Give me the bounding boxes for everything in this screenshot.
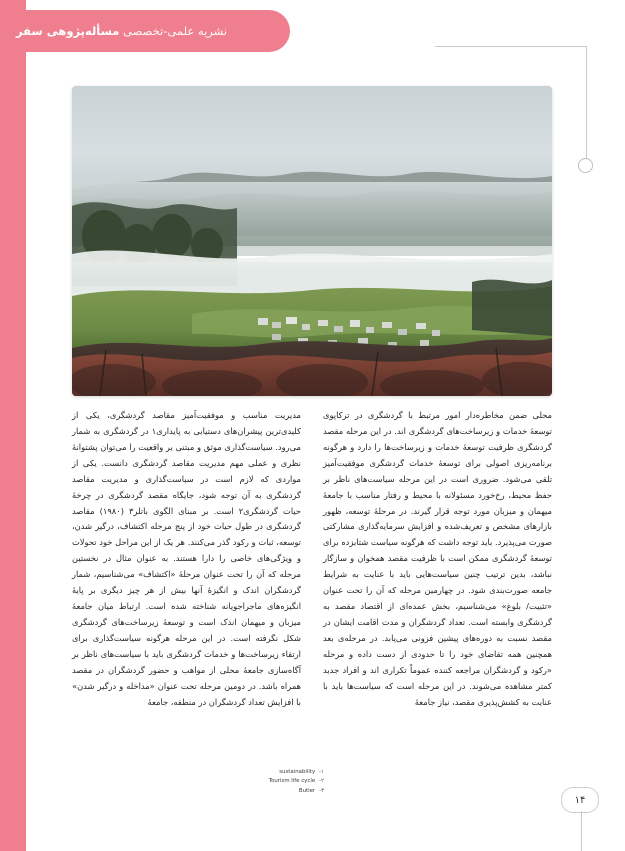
footnotes	[164, 768, 324, 796]
footnote-item	[164, 768, 324, 777]
decorative-circle	[578, 158, 593, 173]
footer-rule-vertical	[581, 811, 582, 851]
body-column-left	[72, 408, 301, 717]
page-number: ۱۴	[561, 787, 599, 813]
footnote-item	[164, 777, 324, 786]
body-paragraph: محلی ضمن مخاطره‌دار امور مرتبط با گردشگری در ترکاپوی توسعهٔ خدمات و زیرساخت‌های گردشگری اند. در این مرحله مقصد گردشگری ظرفیت توسعهٔ خدمات و زیرساخت‌ها را دارد و هرگونه برنامه‌ریزی اصولی برای توسعهٔ خدمات گردشگری موفقیت‌آمیز تلقی می‌شود. ضروری است در این مرحله سیاست‌های ناظر بر حفظ محیط، رخ‌خورد مسئولانه با محیط و رفتار مناسب با جامعهٔ میهمان و میزبان مورد توجه قرار گیرند. در مرحلهٔ توسعه، ظهور بازارهای مشخص و تعریف‌شده و افزایش سرمایه‌گذاری مشارکتی صورت می‌پذیرد. باید توجه داشت که هرگونه سیاست شتابزده برای توسعهٔ گردشگری ممکن است با ظرفیت مقصد همخوان و سازگار نباشد، بدین ترتیب چنین سیاست‌هایی باید با عنایت به شرایط جامعه صورت‌بندی شود. در چهارمین مرحله که آن را تحت عنوان «تثبیت/ بلوغ» می‌شناسیم، بخش عمده‌ای از اقتصاد مقصد به گردشگری وابسته است. تعداد گردشگران و مدت اقامت ایشان در مقصد نسبت به دوره‌های پیشین فزونی می‌یابد. در مرحله‌ی بعد همچنین همه تقاضای خود را تا حدودی از دست داده و مرحله «رکود و گردشگران مراجعه کننده عموماً تکراری اند و افراد جدید کمتر مشاهده می‌شوند. در این مرحله است که سیاست‌ها باید با عنایت به کشش‌پذیری مقصد، نیاز جامعهٔ	[323, 410, 552, 707]
header-rule-vertical	[586, 46, 587, 166]
header-rule-horizontal	[435, 46, 587, 47]
footnote-number: ۲-	[319, 778, 324, 785]
journal-title-container	[0, 10, 272, 52]
footnote-number: ۳-	[319, 787, 324, 794]
landscape-photo-svg	[72, 86, 552, 396]
landscape-photo	[72, 86, 552, 396]
footnote-term: Tourism life cycle	[268, 778, 316, 785]
footnote-item	[164, 787, 324, 796]
article-body	[72, 408, 552, 717]
footnote-term: sustainability	[279, 769, 316, 775]
journal-title-bold: مسأله‌پژوهی سفر	[16, 24, 120, 38]
footnote-number: ۱-	[319, 769, 324, 775]
left-decorative-band	[0, 0, 26, 851]
body-paragraph: مدیریت مناسب و موفقیت‌آمیز مقاصد گردشگری، یکی از کلیدی‌ترین پیشران‌های دستیابی به پایداری۱ در گردشگری به شمار می‌رود. سیاست‌گذاری موثق و مبتنی بر واقعیت را می‌توان پشتوانهٔ نظری و عملی مهم مدیریت مقاصد گردشگری دانست. یکی از مواردی که لازم است در سیاست‌گذاری و مدیریت مقاصد گردشگری به آن توجه شود، جایگاه مقصد گردشگری در چرخهٔ حیات گردشگری۲ است. بر مبنای الگوی باتلر۳ (۱۹۸۰) مقاصد گردشگری در طول حیات خود از پنج مرحله اکتشاف، درگیر شدن، توسعه، ثبات و رکود گذر می‌کنند. هر یک از این مراحل خود تحولات و ویژگی‌های خاصی را دارا هستند. به عنوان مثال در نخستین مرحله که آن را تحت عنوان مرحلهٔ «اکتشاف» می‌شناسیم، شمار گردشگران اندک و انگیزهٔ آنها بیش از هر چیز دیگری بر پایهٔ انگیزه‌های ماجراجویانه شناخته شده است. ارتباط میان جامعهٔ میزبان و میهمان اندک است و توسعهٔ زیرساخت‌های گردشگری شکل نگرفته است. در این مرحله هرگونه سیاست‌گذاری برای ارتقاء زیرساخت‌ها و خدمات گردشگری باید با سیاست‌های ناظر بر آگاه‌سازی جامعهٔ محلی از مواهب و حضور گردشگران در مقصد همراه باشد. در دومین مرحله تحت عنوان «مداخله و درگیر شدن» با افزایش تعداد گردشگران در منطقه، جامعهٔ	[72, 410, 302, 707]
journal-title-light: نشریه علمی-تخصصی	[119, 24, 228, 38]
body-column-right	[323, 408, 552, 717]
footnote-term: Butler	[298, 787, 316, 794]
